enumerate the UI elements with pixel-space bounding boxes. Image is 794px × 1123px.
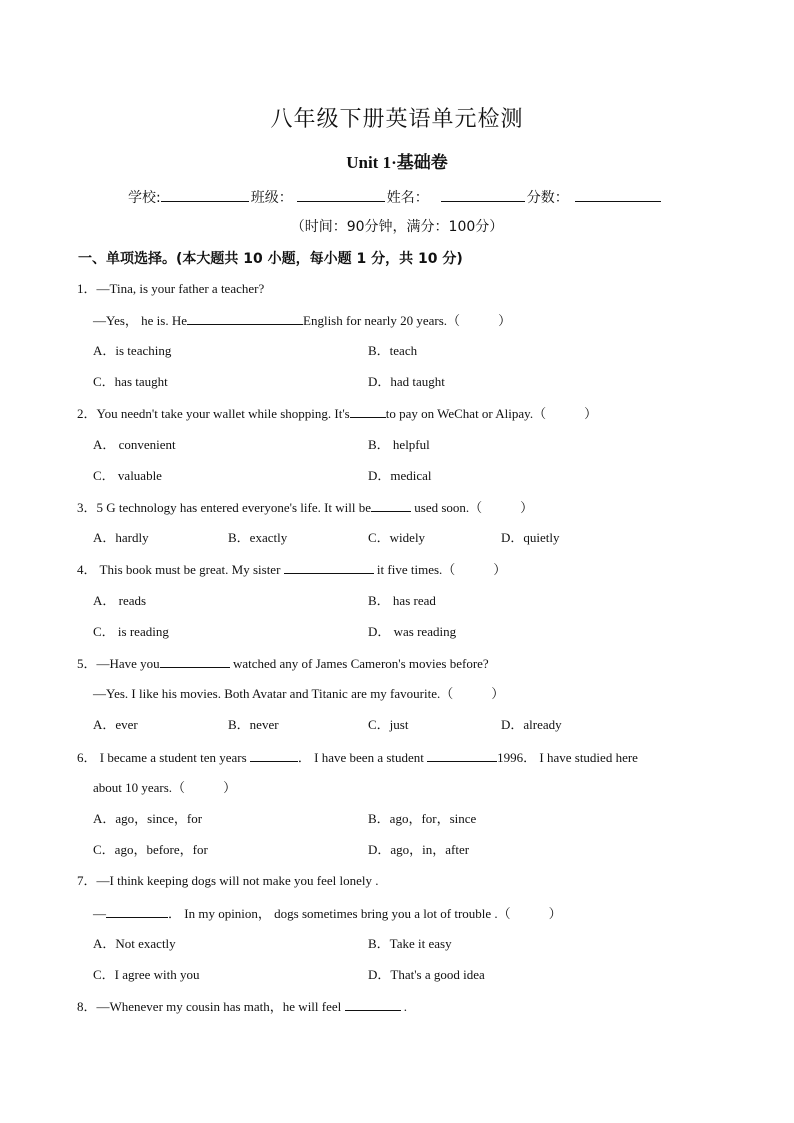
q8-text-2: . — [403, 999, 408, 1014]
q7-stem: 7．—I think keeping dogs will not make you feel lonely . — [77, 873, 379, 888]
q4-text-2: it five times.（ — [376, 562, 456, 577]
q7-option-b[interactable]: B．Take it easy — [368, 936, 452, 951]
q7-blank[interactable] — [106, 904, 168, 918]
q8-text-1: 8．—Whenever my cousin has math，he will feel — [77, 999, 342, 1014]
q7-text-3: ） — [548, 906, 562, 921]
q2-option-c[interactable]: C． valuable — [93, 468, 162, 483]
q1-answer-line — [93, 311, 511, 330]
q1-option-a[interactable]: A．is teaching — [93, 343, 172, 358]
q7-text-2: ． In my opinion， dogs sometimes bring you a lot of trouble .（ — [168, 906, 511, 921]
q8-blank[interactable] — [345, 997, 401, 1011]
q5-option-b[interactable]: B．never — [228, 717, 279, 732]
q2-blank[interactable] — [350, 404, 386, 418]
q6-text-3: 1996． I have studied here — [497, 750, 638, 765]
q2-option-d[interactable]: D．medical — [368, 468, 432, 483]
q6-option-a[interactable]: A．ago，since，for — [93, 811, 203, 826]
q4-text-3: ） — [493, 562, 507, 577]
q6-text-2: ． I have been a student — [297, 750, 424, 765]
score-field[interactable] — [575, 185, 661, 202]
q1-blank[interactable] — [187, 311, 303, 325]
q5-answer-line — [93, 685, 504, 703]
student-info-row — [128, 185, 663, 207]
q1-option-c[interactable]: C．has taught — [93, 374, 168, 389]
name-field[interactable] — [441, 185, 525, 202]
q3-text-2: used soon.（ — [414, 500, 483, 515]
school-label: 学校: — [128, 190, 161, 206]
q6-blank-1[interactable] — [250, 748, 298, 762]
q6-text-1: 6． I became a student ten years — [77, 750, 247, 765]
q4-option-a[interactable]: A． reads — [93, 593, 147, 608]
q2-text-3: ） — [584, 406, 598, 421]
q6-option-b[interactable]: B．ago，for，since — [368, 811, 477, 826]
q4-blank[interactable] — [284, 560, 374, 574]
q6-blank-2[interactable] — [427, 748, 497, 762]
school-field[interactable] — [161, 185, 249, 202]
q2-option-a[interactable]: A． convenient — [93, 437, 176, 452]
q6-stem — [77, 748, 638, 767]
q8-stem — [77, 997, 407, 1016]
q5-text-3: —Yes. I like his movies. Both Avatar and Titanic are my favourite.（ — [93, 686, 454, 701]
q2-text-1: 2．You needn't take your wallet while shopping. It's — [77, 406, 350, 421]
exam-title: 八年级下册英语单元检测 — [270, 107, 524, 132]
q3-option-d[interactable]: D．quietly — [501, 530, 560, 545]
q4-option-d[interactable]: D． was reading — [368, 624, 457, 639]
score-label: 分数： — [526, 190, 569, 206]
q3-option-b[interactable]: B．exactly — [228, 530, 288, 545]
q5-option-a[interactable]: A．ever — [93, 717, 138, 732]
q1-option-d[interactable]: D．had taught — [368, 374, 445, 389]
q7-option-a[interactable]: A．Not exactly — [93, 936, 176, 951]
q4-option-b[interactable]: B． has read — [368, 593, 436, 608]
q1-text-1: —Yes， he is. He — [93, 313, 188, 328]
q1-text-2: English for nearly 20 years.（ — [303, 313, 461, 328]
q3-stem — [77, 498, 533, 517]
time-info: （时间：90分钟，满分：100分） — [290, 219, 504, 235]
q1-stem: 1．—Tina, is your father a teacher? — [77, 281, 265, 296]
section-heading: 一、单项选择。(本大题共 10 小题，每小题 1 分，共 10 分) — [78, 251, 463, 267]
q4-text-1: 4． This book must be great. My sister — [77, 562, 281, 577]
q2-text-2: to pay on WeChat or Alipay.（ — [385, 406, 547, 421]
q7-option-d[interactable]: D．That's a good idea — [368, 967, 485, 982]
q4-option-c[interactable]: C． is reading — [93, 624, 169, 639]
q5-text-4: ） — [491, 686, 505, 701]
q1-text-3: ） — [498, 313, 512, 328]
q6-text-5: ） — [223, 780, 237, 795]
q2-option-b[interactable]: B． helpful — [368, 437, 430, 452]
q5-text-1: 5．—Have you — [77, 656, 160, 671]
q6-stem-continued — [93, 779, 236, 797]
q6-option-c[interactable]: C．ago，before，for — [93, 842, 208, 857]
name-label: 姓名： — [386, 190, 429, 206]
q3-text-3: ） — [520, 500, 534, 515]
q7-option-c[interactable]: C．I agree with you — [93, 967, 200, 982]
exam-subtitle: Unit 1·基础卷 — [346, 153, 448, 172]
q7-text-1: — — [93, 906, 106, 921]
class-label: 班级： — [250, 190, 293, 206]
q3-option-a[interactable]: A．hardly — [93, 530, 149, 545]
q2-stem — [77, 404, 597, 423]
q5-option-d[interactable]: D．already — [501, 717, 562, 732]
q5-text-2: watched any of James Cameron's movies before? — [232, 656, 489, 671]
q6-option-d[interactable]: D．ago，in，after — [368, 842, 470, 857]
q1-option-b[interactable]: B．teach — [368, 343, 418, 358]
q6-text-4: about 10 years.（ — [93, 780, 186, 795]
q3-blank[interactable] — [371, 498, 411, 512]
class-field[interactable] — [297, 185, 385, 202]
q5-blank[interactable] — [160, 654, 230, 668]
q5-stem — [77, 654, 489, 673]
q3-option-c[interactable]: C．widely — [368, 530, 426, 545]
q5-option-c[interactable]: C．just — [368, 717, 409, 732]
q7-answer-line — [93, 904, 562, 923]
q3-text-1: 3．5 G technology has entered everyone's life. It will be — [77, 500, 372, 515]
q4-stem — [77, 560, 506, 579]
